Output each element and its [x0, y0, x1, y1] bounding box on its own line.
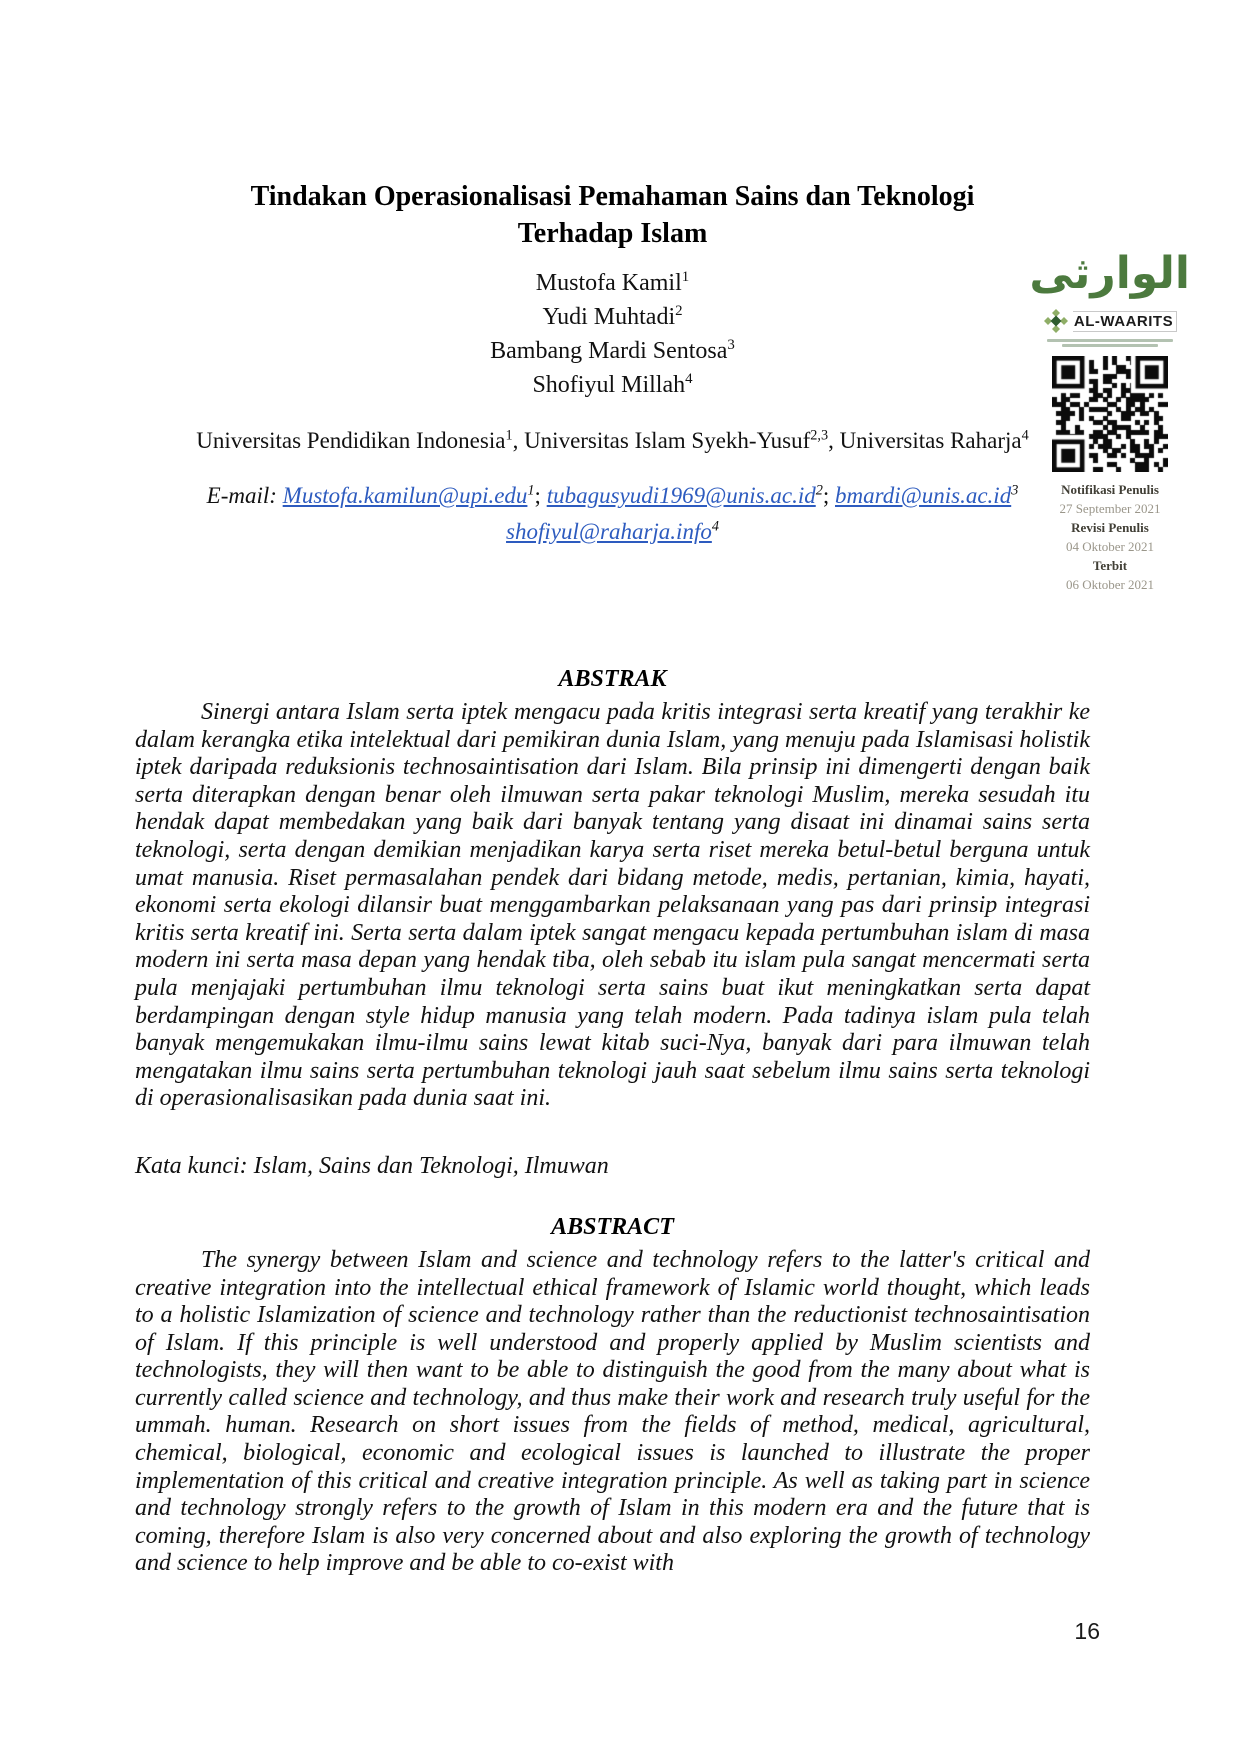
journal-logo-block — [1030, 238, 1190, 594]
affiliation-3-sup: 4 — [1021, 427, 1029, 444]
author-3-sup: 3 — [727, 337, 735, 353]
affiliation-line — [135, 428, 1090, 454]
journal-wordmark-row — [1030, 308, 1190, 334]
email-link-3[interactable]: bmardi@unis.ac.id — [835, 483, 1012, 508]
email-link-2-sup: 2 — [815, 482, 823, 499]
article-dates — [1030, 480, 1190, 594]
diamond-flower-icon — [1043, 308, 1069, 334]
date-value-notifikasi: 27 September 2021 — [1059, 501, 1161, 516]
email-label: E-mail: — [206, 483, 283, 508]
email-link-2[interactable]: tubagusyudi1969@unis.ac.id — [546, 483, 816, 508]
paper-title-line2: Terhadap Islam — [517, 218, 708, 249]
affiliation-3: , Universitas Raharja — [828, 428, 1022, 453]
journal-wordmark: AL-WAARITS — [1073, 311, 1177, 332]
date-label-terbit: Terbit — [1092, 558, 1128, 573]
keywords-value: Islam, Sains dan Teknologi, Ilmuwan — [247, 1152, 609, 1179]
main-text-column — [135, 0, 1090, 1578]
author-list — [135, 266, 1090, 402]
author-2-name: Yudi Muhtadi — [542, 304, 676, 330]
email-line-1 — [135, 478, 1090, 514]
date-value-terbit: 06 Oktober 2021 — [1065, 577, 1155, 592]
author-4-name: Shofiyul Millah — [532, 372, 686, 398]
arabic-calligraphy-logo: الوارثى — [1029, 248, 1190, 299]
email-sep-2: ; — [822, 483, 835, 508]
author-2 — [135, 300, 1090, 334]
paper-title — [135, 178, 1090, 252]
qr-code — [1052, 356, 1168, 472]
author-1 — [135, 266, 1090, 300]
abstrak-heading: ABSTRAK — [558, 666, 667, 692]
email-link-1[interactable]: Mustofa.kamilun@upi.edu — [282, 483, 528, 508]
abstract-body: The synergy between Islam and science and technology refers to the latter's critical and creative integration into the intellectual ethical framework of Islamic world thought, which leads to a holistic Islamization of science and technology rather than the reductionist technosaintisation of Islam. If this principle is well understood and properly applied by Muslim scientists and technologists, they will then want to be able to distinguish the good from the many about what is currently called science and technology, and thus make their work and research truly useful for the ummah. human. Research on short issues from the fields of method, medical, agricultural, chemical, biological, economic and ecological issues is launched to illustrate the proper implementation of this critical and creative integration principle. As well as taking part in science and technology strongly refers to the growth of Islam in this modern era and the future that is coming, therefore Islam is also very concerned about and also exploring the growth of technology and science to help improve and be able to co-exist with — [135, 1246, 1090, 1577]
journal-caption-lines — [1047, 339, 1173, 347]
email-line-2 — [135, 514, 1090, 550]
date-label-notifikasi: Notifikasi Penulis — [1061, 482, 1159, 497]
email-link-1-sup: 1 — [527, 482, 535, 499]
keywords-line — [135, 1153, 1090, 1180]
author-1-sup: 1 — [681, 269, 690, 285]
author-3-name: Bambang Mardi Sentosa — [490, 338, 728, 364]
affiliation-1: Universitas Pendidikan Indonesia — [196, 428, 506, 453]
affiliation-1-sup: 1 — [505, 427, 513, 444]
author-4-sup: 4 — [685, 371, 693, 387]
author-2-sup: 2 — [675, 303, 683, 319]
keywords-label: Kata kunci: — [135, 1152, 248, 1179]
paper-title-line1: Tindakan Operasionalisasi Pemahaman Sains dan Teknologi — [250, 181, 975, 212]
date-value-revisi: 04 Oktober 2021 — [1065, 539, 1155, 554]
email-sep-1: ; — [534, 483, 547, 508]
abstract-heading: ABSTRACT — [551, 1213, 674, 1240]
email-block — [135, 478, 1090, 550]
date-label-revisi: Revisi Penulis — [1071, 520, 1149, 535]
author-4 — [135, 368, 1090, 402]
email-link-4[interactable]: shofiyul@raharja.info — [506, 519, 712, 544]
email-link-3-sup: 3 — [1011, 482, 1019, 499]
abstrak-body: Sinergi antara Islam serta iptek mengacu pada kritis integrasi serta kreatif yang terakhir ke dalam kerangka etika intelektual dari pemikiran dunia Islam, yang menuju pada Islamisasi holistik iptek daripada reduksionis technosaintisation dari Islam. Bila prinsip ini dimengerti dengan baik serta diterapkan dengan benar oleh ilmuwan serta pakar teknologi Muslim, mereka sesudah itu hendak dapat membedakan yang baik dari banyak tentang yang disaat ini dinamai sains serta teknologi, serta dengan demikian menjadikan karya serta riset mereka betul-betul berguna untuk umat manusia. Riset permasalahan pendek dari bidang metode, medis, pertanian, kimia, hayati, ekonomi serta ekologi dilansir buat menggambarkan pelaksanaan yang pas dari prinsip integrasi kritis serta kreatif ini. Serta serta dalam iptek sangat mengacu kepada pertumbuhan islam di masa modern ini serta masa depan yang hendak tiba, oleh sebab itu islam pula sangat mencermati serta pula menjajaki pertumbuhan ilmu teknologi serta sains buat ikut meningkatkan serta dapat berdampingan dengan style hidup manusia yang telah modern. Pada tadinya islam pula telah banyak mengemukakan ilmu-ilmu sains lewat kitab suci-Nya, banyak dari para ilmuwan telah mengatakan ilmu sains serta pertumbuhan teknologi jauh saat sebelum ilmu sains serta teknologi di operasionalisasikan pada dunia saat ini. — [135, 699, 1090, 1112]
email-link-4-sup: 4 — [711, 518, 719, 535]
page-number: 16 — [1074, 1618, 1100, 1644]
affiliation-2-sup: 2,3 — [810, 427, 829, 444]
affiliation-2: , Universitas Islam Syekh-Yusuf — [512, 428, 811, 453]
author-1-name: Mustofa Kamil — [535, 270, 682, 296]
author-3 — [135, 334, 1090, 368]
